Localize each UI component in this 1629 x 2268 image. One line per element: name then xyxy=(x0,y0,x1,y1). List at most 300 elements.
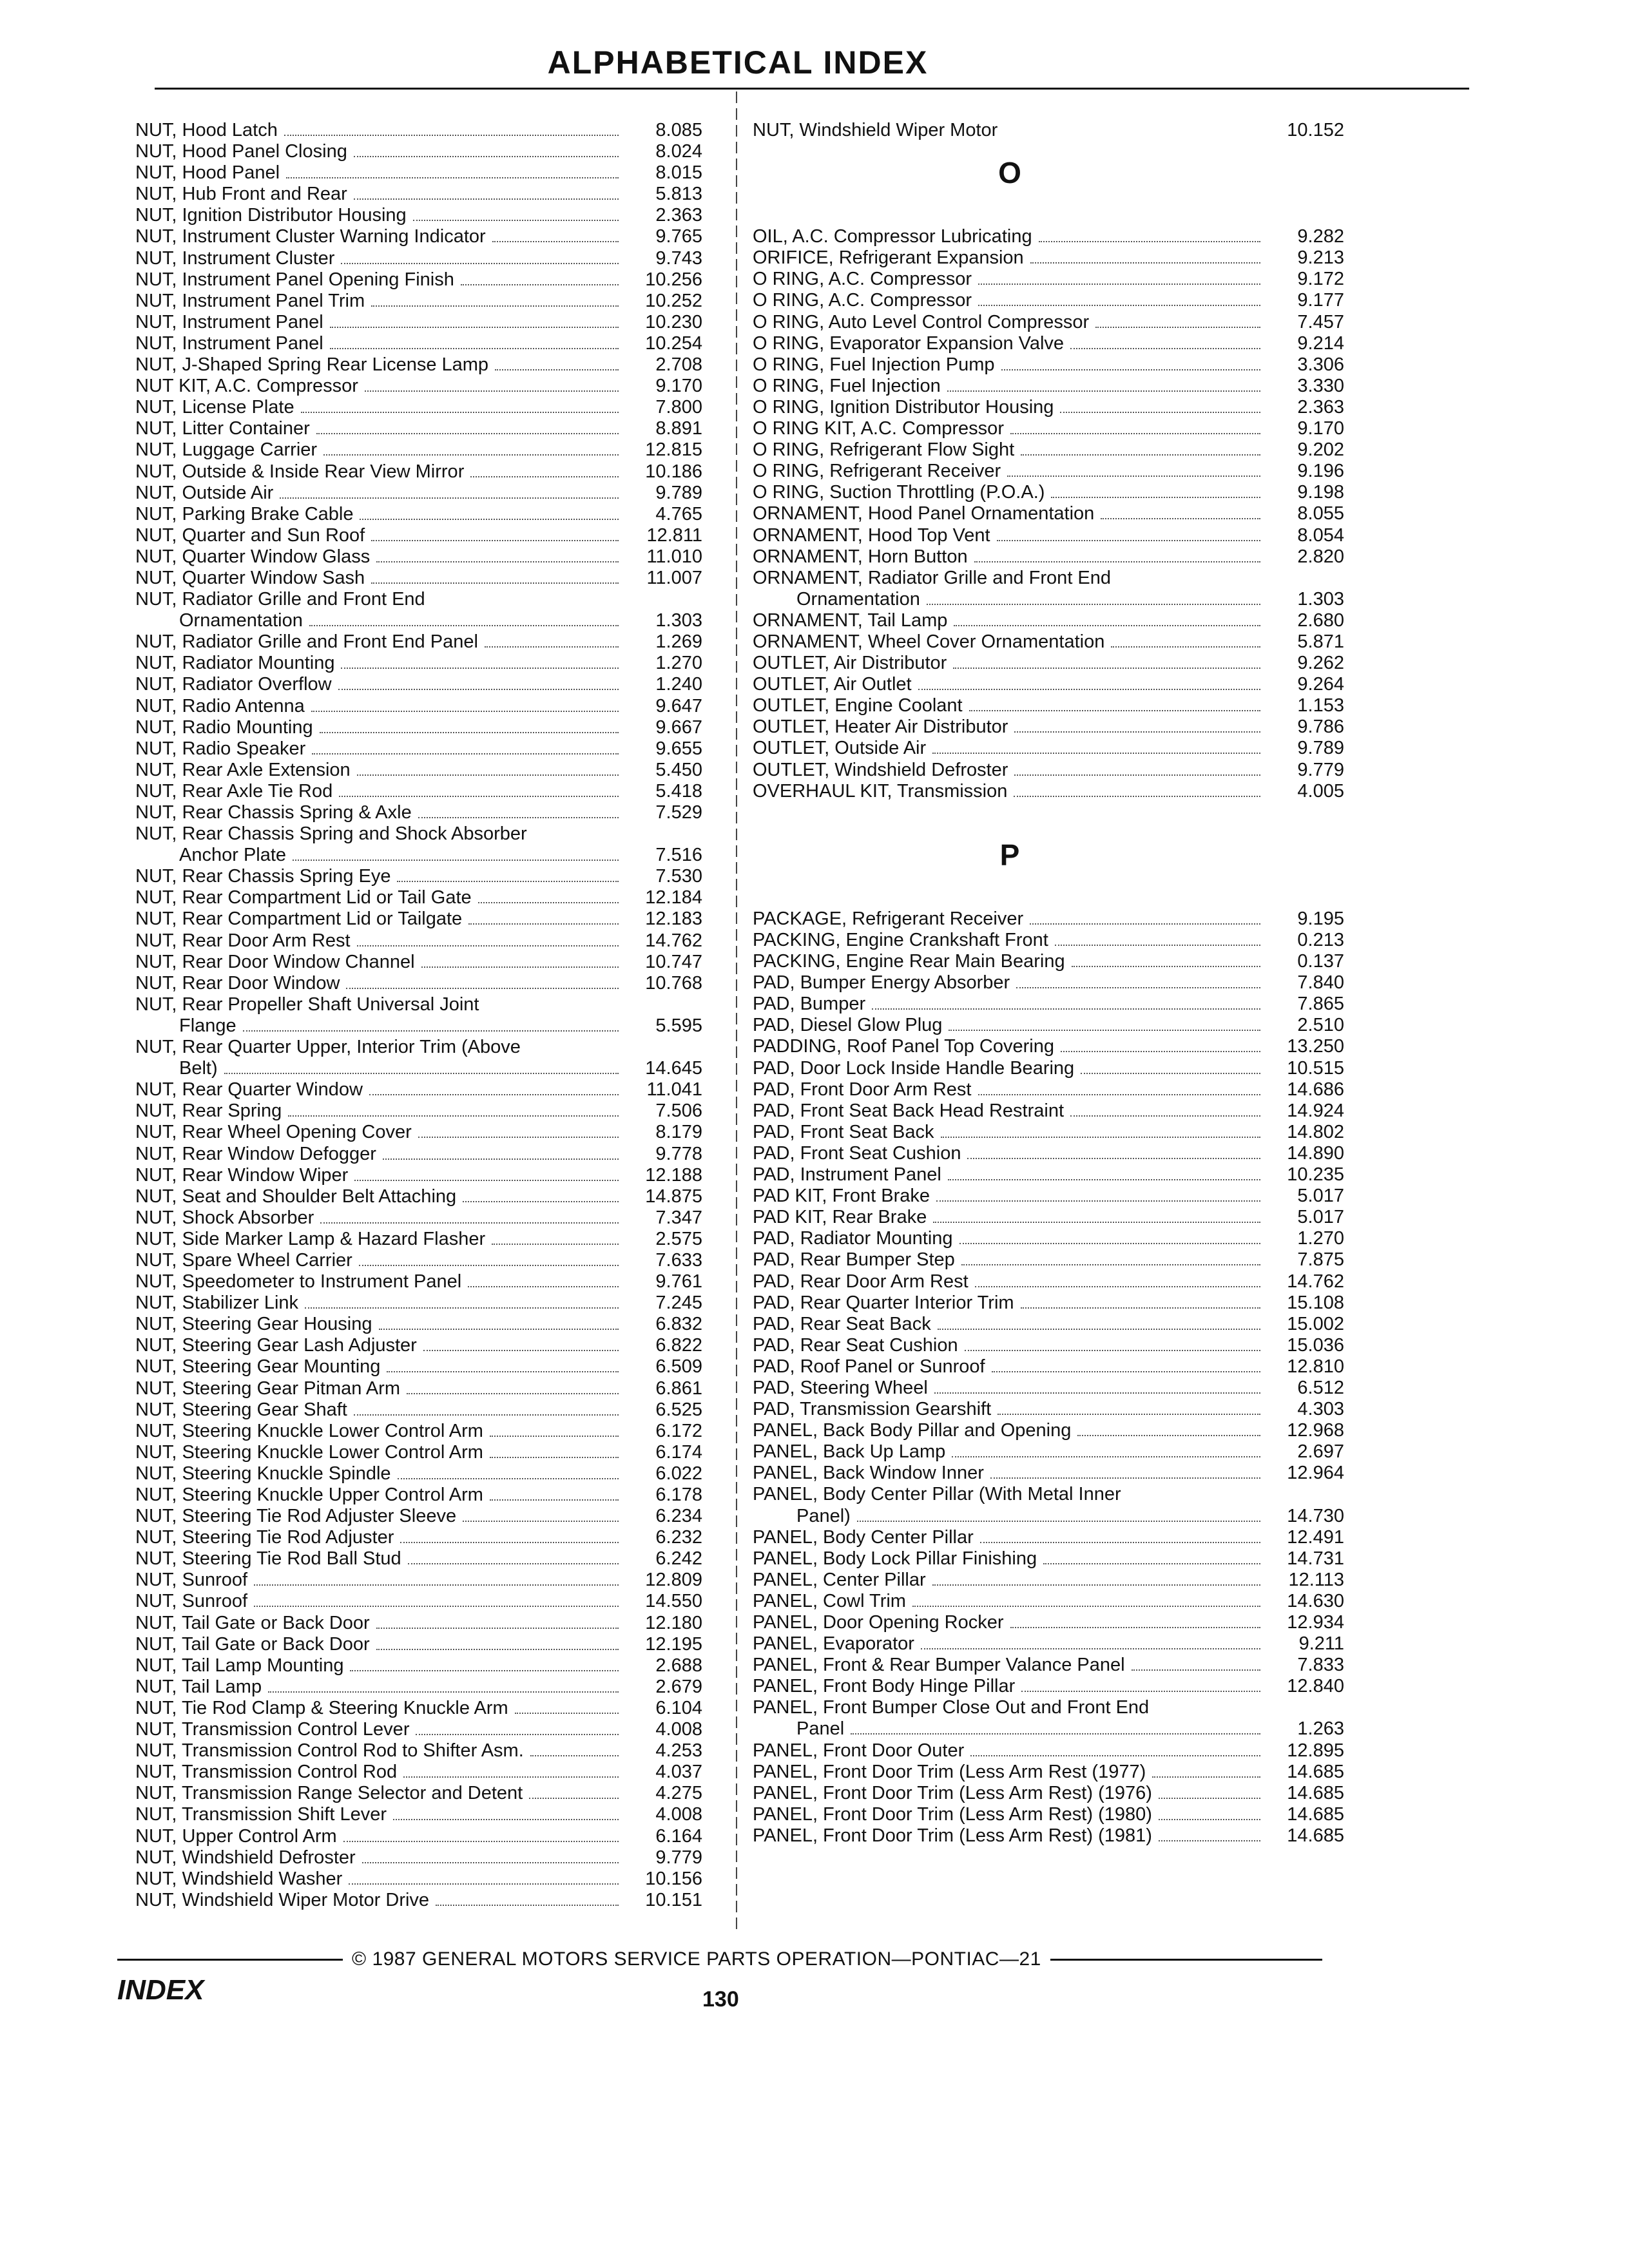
entry-page: 8.055 xyxy=(1297,503,1344,524)
index-entry xyxy=(753,1825,1344,1847)
index-entry xyxy=(135,1250,702,1271)
dot-leader xyxy=(407,1393,619,1394)
entry-name: NUT, Sunroof xyxy=(135,1591,248,1612)
entry-name: PAD, Transmission Gearshift xyxy=(753,1399,992,1420)
index-entry xyxy=(753,781,1344,802)
entry-page: 4.005 xyxy=(1297,780,1344,802)
dot-leader xyxy=(359,1265,619,1266)
dot-leader xyxy=(301,412,619,413)
index-entry xyxy=(135,1740,702,1762)
entry-page: 6.174 xyxy=(655,1441,702,1463)
index-entry xyxy=(753,1783,1344,1804)
entry-name-continuation: Panel) xyxy=(796,1505,851,1526)
section-label: INDEX xyxy=(117,1974,204,2006)
dot-leader xyxy=(978,305,1260,306)
entry-name: NUT, Seat and Shoulder Belt Attaching xyxy=(135,1186,457,1207)
dot-leader xyxy=(969,710,1260,711)
entry-page: 7.457 xyxy=(1297,311,1344,332)
dot-leader xyxy=(975,1286,1260,1287)
dot-leader xyxy=(490,1457,619,1458)
dot-leader xyxy=(941,1137,1260,1138)
index-entry xyxy=(135,1293,702,1314)
index-entry xyxy=(135,184,702,205)
entry-name: OIL, A.C. Compressor Lubricating xyxy=(753,226,1032,247)
entry-page: 7.840 xyxy=(1297,972,1344,994)
entry-name: ORNAMENT, Hood Top Vent xyxy=(753,524,990,546)
entry-page: 9.202 xyxy=(1297,439,1344,461)
dot-leader xyxy=(357,945,619,947)
entry-page: 2.708 xyxy=(655,354,702,376)
entry-name: OUTLET, Air Distributor xyxy=(753,653,947,674)
dot-leader xyxy=(393,1819,619,1820)
entry-name: NUT, Transmission Control Rod xyxy=(135,1762,398,1783)
dot-leader xyxy=(309,625,619,626)
index-entry xyxy=(135,823,702,845)
entry-name: NUT, Rear Chassis Spring and Shock Absorber xyxy=(135,823,527,845)
dot-leader xyxy=(927,604,1260,605)
entry-name: PACKING, Engine Crankshaft Front xyxy=(753,930,1048,950)
entry-name: NUT, Quarter and Sun Roof xyxy=(135,524,365,546)
entry-page: 2.688 xyxy=(655,1655,702,1676)
entry-page: 5.450 xyxy=(655,759,702,780)
entry-page: 9.172 xyxy=(1297,269,1344,290)
entry-name: NUT, Rear Spring xyxy=(135,1100,282,1122)
entry-page: 14.685 xyxy=(1287,1782,1344,1803)
entry-page: 0.213 xyxy=(1297,930,1344,950)
section-p-entries xyxy=(753,908,1344,1847)
entry-name: NUT, Quarter Window Glass xyxy=(135,546,371,567)
entry-page: 5.595 xyxy=(655,1015,702,1036)
index-entry xyxy=(753,461,1344,482)
dot-leader xyxy=(857,1521,1260,1522)
dot-leader xyxy=(947,390,1260,392)
index-entry xyxy=(135,994,702,1015)
entry-name: O RING, Fuel Injection Pump xyxy=(753,354,995,375)
entry-name: NUT, Transmission Range Selector and Detent xyxy=(135,1783,523,1804)
index-entry-continuation xyxy=(753,1506,1344,1527)
index-entry xyxy=(135,973,702,994)
footer xyxy=(117,1948,1322,1970)
index-entry xyxy=(753,525,1344,546)
entry-page: 10.747 xyxy=(645,951,702,972)
dot-leader xyxy=(400,1542,619,1543)
dot-leader xyxy=(349,1883,619,1885)
entry-page: 10.156 xyxy=(645,1868,702,1889)
entry-name: NUT, Radiator Overflow xyxy=(135,674,332,695)
index-entry xyxy=(753,226,1344,247)
entry-page: 2.510 xyxy=(1297,1015,1344,1036)
entry-name-continuation: Anchor Plate xyxy=(179,845,287,866)
entry-page: 10.230 xyxy=(645,311,702,332)
entry-page: 9.264 xyxy=(1297,674,1344,695)
entry-name: NUT, Rear Chassis Spring Eye xyxy=(135,866,391,887)
entry-name: PANEL, Front Door Trim (Less Arm Rest) (1981) xyxy=(753,1825,1152,1846)
index-entry xyxy=(753,1463,1344,1484)
dot-leader xyxy=(1030,262,1260,264)
entry-page: 3.306 xyxy=(1297,354,1344,375)
entry-name: PANEL, Body Center Pillar xyxy=(753,1526,974,1548)
dot-leader xyxy=(1072,966,1260,967)
dot-leader xyxy=(371,582,619,584)
index-entry xyxy=(135,887,702,908)
entry-page: 12.491 xyxy=(1287,1526,1344,1548)
entry-name: NUT, J-Shaped Spring Rear License Lamp xyxy=(135,354,489,376)
dot-leader xyxy=(933,1222,1260,1223)
entry-name: NUT, Rear Door Window Channel xyxy=(135,951,415,972)
dot-leader xyxy=(1021,454,1260,456)
dot-leader xyxy=(360,519,619,520)
dot-leader xyxy=(978,1094,1261,1095)
entry-page: 7.865 xyxy=(1297,994,1344,1015)
entry-name: PANEL, Front Door Trim (Less Arm Rest) (1976) xyxy=(753,1782,1152,1803)
entry-page: 14.730 xyxy=(1287,1505,1344,1526)
dot-leader xyxy=(350,1670,619,1671)
entry-name: ORNAMENT, Radiator Grille and Front End xyxy=(753,567,1112,588)
entry-page: 10.256 xyxy=(645,269,702,290)
dot-leader xyxy=(379,1329,619,1330)
dot-leader xyxy=(490,1499,619,1501)
entry-name: PAD, Roof Panel or Sunroof xyxy=(753,1356,985,1377)
entry-page: 2.680 xyxy=(1297,610,1344,631)
entry-name: NUT, Instrument Panel Opening Finish xyxy=(135,269,454,290)
index-entry xyxy=(753,1122,1344,1143)
entry-page: 6.822 xyxy=(655,1335,702,1356)
index-entry xyxy=(753,1612,1344,1633)
index-entry xyxy=(135,568,702,589)
entry-name: NUT, Rear Compartment Lid or Tail Gate xyxy=(135,887,472,908)
dot-leader xyxy=(938,1329,1260,1330)
entry-name: NUT, Steering Tie Rod Adjuster xyxy=(135,1527,394,1548)
entry-page: 4.037 xyxy=(655,1762,702,1783)
entry-name: NUT, Tie Rod Clamp & Steering Knuckle Arm xyxy=(135,1697,508,1718)
index-entry xyxy=(753,1207,1344,1228)
dot-leader xyxy=(376,1649,619,1650)
entry-name: PAD, Rear Seat Cushion xyxy=(753,1334,958,1356)
entry-name: NUT, Instrument Panel xyxy=(135,332,323,354)
dot-leader xyxy=(1016,987,1260,988)
dot-leader xyxy=(254,1606,619,1607)
dot-leader xyxy=(1051,497,1260,498)
index-entry xyxy=(135,760,702,781)
index-entry xyxy=(753,1293,1344,1314)
entry-name: NUT, Shock Absorber xyxy=(135,1207,314,1228)
entry-name: O RING, Refrigerant Receiver xyxy=(753,461,1001,482)
index-entry xyxy=(135,1079,702,1100)
index-entry xyxy=(753,760,1344,781)
index-entry xyxy=(753,738,1344,759)
entry-name: NUT, Windshield Wiper Motor Drive xyxy=(135,1889,430,1910)
index-entry xyxy=(753,439,1344,461)
dot-leader xyxy=(312,753,619,754)
entry-page: 9.211 xyxy=(1298,1633,1344,1655)
title-rule xyxy=(155,88,1469,90)
index-entry xyxy=(753,994,1344,1015)
index-entry xyxy=(753,1740,1344,1762)
index-entry xyxy=(753,312,1344,333)
dot-leader xyxy=(965,1350,1260,1351)
dot-leader xyxy=(1111,646,1260,648)
index-entry xyxy=(753,1804,1344,1825)
index-entry xyxy=(753,354,1344,376)
dot-leader xyxy=(354,1180,619,1181)
index-entry xyxy=(135,1314,702,1335)
index-entry xyxy=(753,120,1344,141)
index-entry xyxy=(135,1570,702,1591)
entry-page: 14.731 xyxy=(1287,1548,1344,1569)
entry-name: NUT, Steering Gear Mounting xyxy=(135,1356,381,1378)
index-entry xyxy=(135,1421,702,1442)
entry-page: 14.802 xyxy=(1287,1121,1344,1142)
entry-page: 12.810 xyxy=(1287,1356,1344,1377)
entry-name: NUT, Stabilizer Link xyxy=(135,1293,299,1314)
dot-leader xyxy=(948,1179,1260,1180)
dot-leader xyxy=(383,1158,619,1160)
entry-name: NUT, Steering Tie Rod Ball Stud xyxy=(135,1548,401,1570)
dot-leader xyxy=(288,1115,619,1117)
index-entry xyxy=(753,951,1344,972)
index-entry xyxy=(753,1697,1344,1718)
dot-leader xyxy=(468,1286,619,1287)
dot-leader xyxy=(371,305,619,307)
entry-page: 7.633 xyxy=(655,1249,702,1271)
index-entry xyxy=(135,1186,702,1207)
dot-leader xyxy=(284,135,619,136)
dot-leader xyxy=(436,1905,619,1906)
entry-name: O RING, A.C. Compressor xyxy=(753,269,972,290)
dot-leader xyxy=(305,1307,619,1309)
index-entry xyxy=(753,1441,1344,1463)
dot-leader xyxy=(918,689,1260,690)
dot-leader xyxy=(293,860,619,861)
dot-leader xyxy=(478,902,619,903)
entry-page: 5.017 xyxy=(1297,1186,1344,1207)
entry-page: 10.186 xyxy=(645,461,702,482)
index-entry xyxy=(135,248,702,269)
entry-page: 9.198 xyxy=(1297,482,1344,503)
entry-page: 11.007 xyxy=(646,567,702,588)
index-entry xyxy=(753,290,1344,311)
index-entry xyxy=(753,1249,1344,1271)
entry-page: 9.789 xyxy=(1297,738,1344,759)
entry-name: NUT, Quarter Window Sash xyxy=(135,567,365,588)
entry-name: NUT, Rear Axle Extension xyxy=(135,759,351,780)
entry-name: NUT, Luggage Carrier xyxy=(135,439,318,461)
entry-name: PAD, Rear Bumper Step xyxy=(753,1249,955,1271)
dot-leader xyxy=(998,1414,1260,1415)
entry-name: NUT, Radiator Grille and Front End Panel xyxy=(135,631,478,653)
entry-page: 12.815 xyxy=(645,439,702,461)
entry-name: PANEL, Body Center Pillar (With Metal Inner xyxy=(753,1484,1121,1505)
entry-name: PAD, Instrument Panel xyxy=(753,1164,941,1186)
index-entry xyxy=(753,674,1344,695)
dot-leader xyxy=(967,1158,1260,1159)
index-entry xyxy=(135,1144,702,1165)
entry-name: NUT, Transmission Shift Lever xyxy=(135,1804,387,1825)
entry-page: 8.891 xyxy=(655,418,702,439)
entry-name: NUT, Instrument Panel xyxy=(135,311,323,332)
entry-page: 5.017 xyxy=(1297,1207,1344,1228)
entry-name: NUT, Rear Propeller Shaft Universal Joint xyxy=(135,994,479,1015)
entry-page: 7.530 xyxy=(655,866,702,887)
entry-name: NUT, Rear Axle Tie Rod xyxy=(135,780,333,802)
dot-leader xyxy=(851,1733,1260,1735)
entry-name: NUT, Windshield Defroster xyxy=(135,1847,356,1868)
entry-name: NUT, Rear Window Wiper xyxy=(135,1164,349,1186)
index-entry xyxy=(135,1591,702,1612)
entry-page: 12.934 xyxy=(1287,1612,1344,1633)
index-entry xyxy=(753,1335,1344,1356)
entry-name: PACKING, Engine Rear Main Bearing xyxy=(753,951,1065,972)
dot-leader xyxy=(365,390,619,392)
index-entry xyxy=(135,802,702,823)
dot-leader xyxy=(418,1137,619,1138)
entry-page: 6.525 xyxy=(655,1399,702,1420)
index-entry xyxy=(753,1164,1344,1186)
entry-name: NUT, Litter Container xyxy=(135,418,310,439)
entry-page: 7.529 xyxy=(655,802,702,823)
index-entry xyxy=(135,1037,702,1058)
entry-name: PAD, Rear Seat Back xyxy=(753,1313,931,1334)
section-o-entries xyxy=(753,226,1344,802)
entry-page: 6.509 xyxy=(655,1356,702,1378)
entry-page: 10.151 xyxy=(645,1889,702,1910)
entry-name: NUT, Hood Panel Closing xyxy=(135,141,347,162)
dot-leader xyxy=(990,1477,1260,1479)
index-entry xyxy=(135,1378,702,1399)
entry-name: NUT, Outside Air xyxy=(135,482,274,503)
dot-leader xyxy=(1152,1776,1260,1778)
entry-name: NUT, Radiator Grille and Front End xyxy=(135,589,425,610)
entry-page: 10.768 xyxy=(645,972,702,994)
index-entry xyxy=(753,1036,1344,1057)
entry-name: NUT, Transmission Control Lever xyxy=(135,1719,410,1740)
index-entry xyxy=(135,546,702,568)
dot-leader xyxy=(339,796,619,797)
entry-page: 1.263 xyxy=(1297,1718,1344,1740)
entry-name-continuation: Ornamentation xyxy=(796,588,920,610)
footer-copyright: © 1987 GENERAL MOTORS SERVICE PARTS OPERATION—PONTIAC—21 xyxy=(352,1948,1041,1970)
entry-name: O RING, Ignition Distributor Housing xyxy=(753,396,1054,418)
entry-name: OUTLET, Engine Coolant xyxy=(753,695,963,716)
dot-leader xyxy=(949,1030,1260,1031)
entry-name: PAD, Front Door Arm Rest xyxy=(753,1079,972,1100)
entry-page: 4.253 xyxy=(655,1740,702,1762)
entry-name: NUT, Rear Quarter Upper, Interior Trim (Above xyxy=(135,1037,521,1058)
entry-name: NUT, Tail Gate or Back Door xyxy=(135,1612,370,1633)
index-entry xyxy=(753,546,1344,568)
index-entry xyxy=(135,1655,702,1677)
index-entry xyxy=(753,1655,1344,1676)
entry-name: NUT, Tail Lamp Mounting xyxy=(135,1655,344,1676)
entry-page: 1.270 xyxy=(1297,1228,1344,1249)
index-entry-continuation xyxy=(753,1718,1344,1740)
index-entry xyxy=(753,972,1344,994)
dot-leader xyxy=(408,1563,619,1564)
dot-leader xyxy=(268,1691,619,1693)
dot-leader xyxy=(934,1392,1260,1394)
dot-leader xyxy=(992,1371,1260,1372)
section-letter-o: O xyxy=(998,156,1021,190)
index-entry xyxy=(135,1826,702,1847)
entry-page: 7.516 xyxy=(655,845,702,866)
entry-name: NUT, Instrument Cluster xyxy=(135,247,335,269)
index-entry xyxy=(135,738,702,760)
dot-leader xyxy=(485,646,619,648)
entry-name: NUT, Speedometer to Instrument Panel xyxy=(135,1271,462,1293)
dot-leader xyxy=(1043,1563,1260,1564)
index-entry xyxy=(135,120,702,141)
entry-name: NUT, Hub Front and Rear xyxy=(135,184,347,205)
index-entry xyxy=(753,1058,1344,1079)
index-entry xyxy=(135,781,702,802)
entry-page: 9.761 xyxy=(655,1271,702,1293)
entry-name: PAD, Front Seat Back xyxy=(753,1121,934,1142)
entry-page: 1.269 xyxy=(655,631,702,653)
dot-leader xyxy=(1001,369,1260,370)
page-title: ALPHABETICAL INDEX xyxy=(547,44,929,81)
dot-leader xyxy=(980,1542,1260,1543)
index-entry xyxy=(135,717,702,738)
entry-page: 12.188 xyxy=(645,1164,702,1186)
entry-page: 4.275 xyxy=(655,1783,702,1804)
entry-page: 9.779 xyxy=(1297,759,1344,780)
index-entry xyxy=(135,631,702,653)
index-entry xyxy=(135,1613,702,1634)
entry-page: 14.685 xyxy=(1287,1761,1344,1782)
entry-page: 9.789 xyxy=(655,482,702,503)
dot-leader xyxy=(243,1030,619,1032)
dot-leader xyxy=(1055,945,1260,946)
entry-name-continuation: Belt) xyxy=(179,1058,218,1079)
entry-name-continuation: Ornamentation xyxy=(179,610,303,631)
entry-page: 12.809 xyxy=(645,1570,702,1591)
dot-leader xyxy=(1014,774,1260,776)
dot-leader xyxy=(1159,1840,1260,1841)
entry-page: 12.968 xyxy=(1287,1420,1344,1441)
entry-page: 11.041 xyxy=(646,1079,702,1100)
entry-name: PAD, Diesel Glow Plug xyxy=(753,1015,943,1036)
entry-page: 9.779 xyxy=(655,1847,702,1868)
entry-page: 15.036 xyxy=(1287,1334,1344,1356)
index-entry xyxy=(135,1804,702,1825)
footer-rule-left xyxy=(117,1959,343,1961)
entry-page: 3.330 xyxy=(1297,375,1344,396)
index-entry xyxy=(135,525,702,546)
index-entry xyxy=(753,1484,1344,1505)
index-entry xyxy=(135,483,702,504)
dot-leader xyxy=(1159,1819,1260,1820)
index-entry xyxy=(753,1676,1344,1697)
entry-page: 9.170 xyxy=(1297,418,1344,439)
dot-leader xyxy=(346,988,619,989)
entry-page: 12.195 xyxy=(645,1633,702,1655)
entry-name: PANEL, Front Door Trim (Less Arm Rest) (1980) xyxy=(753,1803,1152,1825)
entry-page: 2.363 xyxy=(655,205,702,226)
dot-leader xyxy=(421,966,619,968)
entry-name: NUT, Spare Wheel Carrier xyxy=(135,1249,352,1271)
dot-leader xyxy=(423,1350,619,1351)
index-entry xyxy=(753,1378,1344,1399)
entry-page: 9.177 xyxy=(1297,290,1344,311)
entry-name: NUT, Steering Gear Shaft xyxy=(135,1399,347,1420)
dot-leader xyxy=(463,1201,619,1202)
entry-name: PANEL, Door Opening Rocker xyxy=(753,1612,1004,1633)
index-entry xyxy=(753,653,1344,674)
entry-page: 6.178 xyxy=(655,1485,702,1505)
entry-page: 15.002 xyxy=(1287,1313,1344,1334)
entry-page: 6.232 xyxy=(655,1527,702,1548)
index-entry-continuation xyxy=(135,610,702,631)
